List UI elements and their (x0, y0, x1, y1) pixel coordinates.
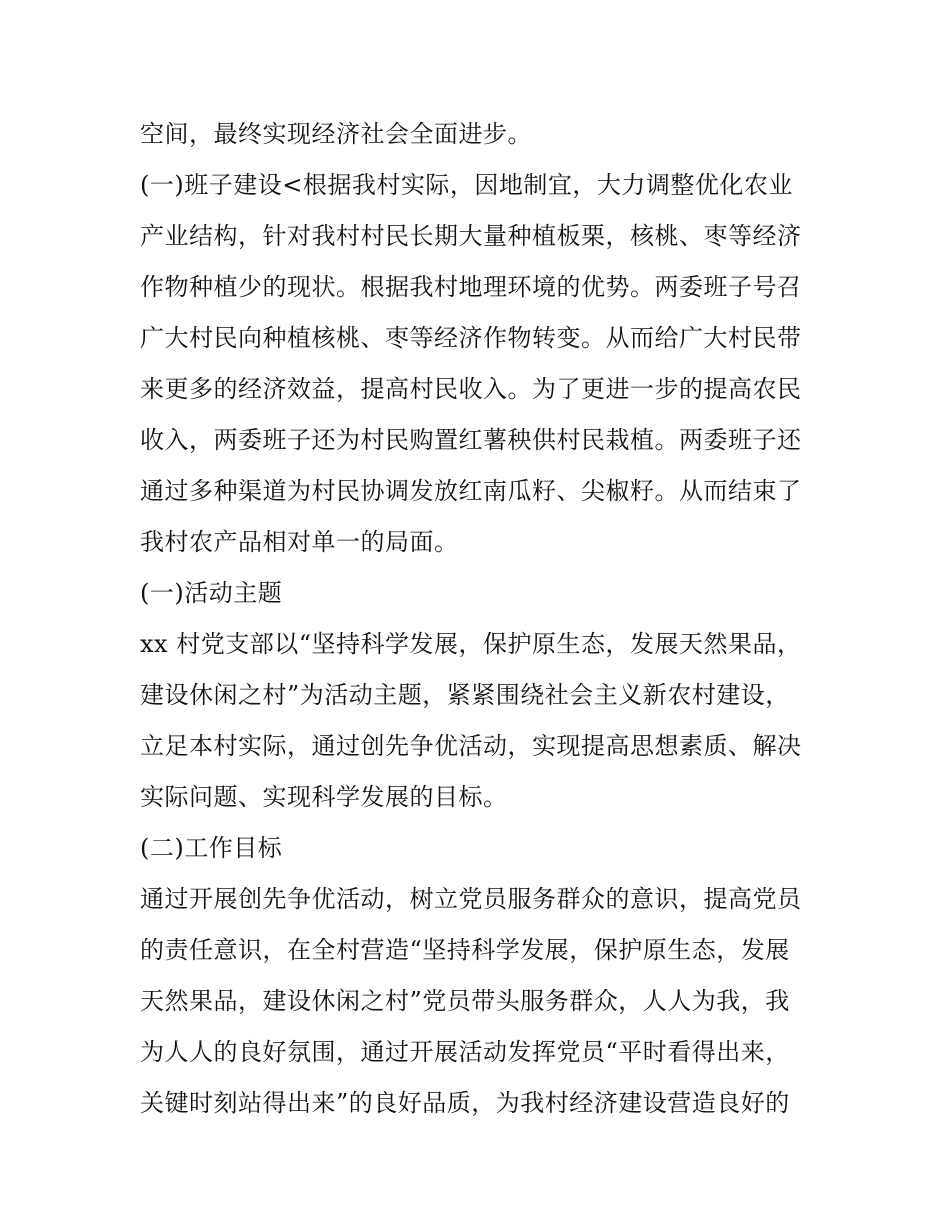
text-line: 通过多种渠道为村民协调发放红南瓜籽、尖椒籽。从而结束了 (140, 477, 802, 505)
text-line: 的责任意识，在全村营造“坚持科学发展，保护原生态，发展 (140, 936, 790, 964)
text-line: 建设休闲之村”为活动主题，紧紧围绕社会主义新农村建设， (140, 681, 790, 709)
text-line: 作物种植少的现状。根据我村地理环境的优势。两委班子号召 (140, 273, 802, 301)
text-line: 为人人的良好氛围，通过开展活动发挥党员“平时看得出来， (140, 1038, 790, 1066)
text-line: 来更多的经济效益，提高村民收入。为了更进一步的提高农民 (140, 375, 802, 403)
section-heading-line: (一)班子建设<根据我村实际，因地制宜，大力调整优化农业 (140, 171, 793, 199)
text-line: 实际问题、实现科学发展的目标。 (140, 783, 508, 811)
text-line: 产业结构，针对我村村民长期大量种植板栗，核桃、枣等经济 (140, 222, 802, 250)
section-heading: (一)活动主题 (140, 579, 283, 607)
text-line: 通过开展创先争优活动，树立党员服务群众的意识，提高党员 (140, 885, 802, 913)
text-line: 广大村民向种植核桃、枣等经济作物转变。从而给广大村民带 (140, 324, 802, 352)
text-line: 天然果品，建设休闲之村”党员带头服务群众，人人为我，我 (140, 987, 790, 1015)
text-line: 关键时刻站得出来”的良好品质，为我村经济建设营造良好的 (140, 1089, 790, 1117)
text-line: 空间，最终实现经济社会全面进步。 (140, 120, 532, 148)
text-line: 收入，两委班子还为村民购置红薯秧供村民栽植。两委班子还 (140, 426, 802, 454)
section-heading: (二)工作目标 (140, 834, 283, 862)
text-line: 立足本村实际，通过创先争优活动，实现提高思想素质、解决 (140, 732, 802, 760)
document-body (140, 109, 820, 1129)
text-line: 我村农产品相对单一的局面。 (140, 528, 459, 556)
text-line: xx 村党支部以“坚持科学发展，保护原生态，发展天然果品， (140, 630, 802, 658)
